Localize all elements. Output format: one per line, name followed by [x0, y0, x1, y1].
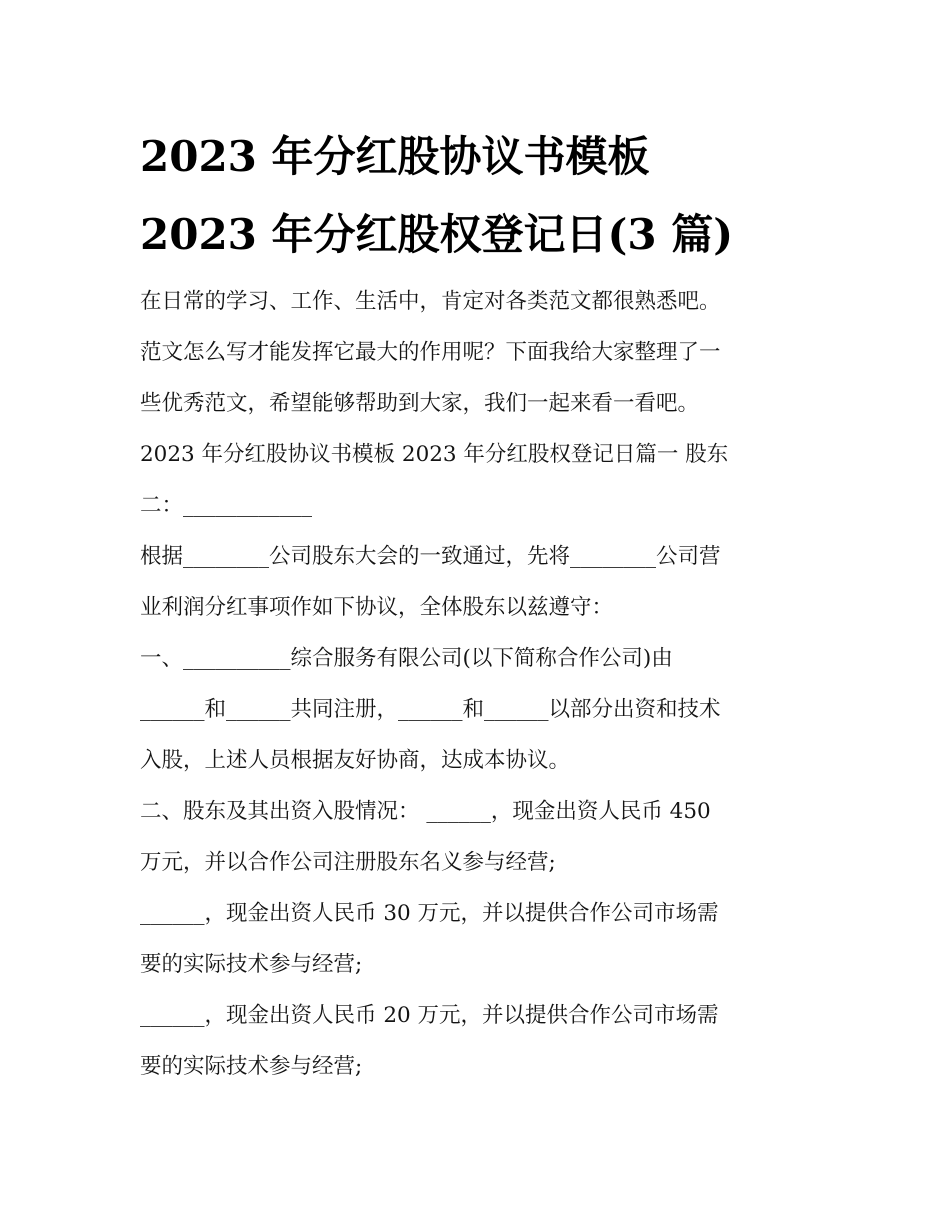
body-line: 范文怎么写才能发挥它最大的作用呢？下面我给大家整理了一: [140, 340, 721, 365]
body-line: ______和______共同注册，______和______以部分出资和技术: [140, 697, 721, 722]
body-line: ______，现金出资人民币 30 万元，并以提供合作公司市场需: [140, 901, 719, 926]
document-title: [140, 118, 840, 274]
document-body: [140, 276, 820, 1092]
body-line: ______，现金出资人民币 20 万元，并以提供合作公司市场需: [140, 1003, 719, 1028]
body-line: 根据________公司股东大会的一致通过，先将________公司营: [140, 544, 721, 569]
body-line: 二：____________: [140, 493, 313, 518]
body-line: 些优秀范文，希望能够帮助到大家，我们一起来看一看吧。: [140, 391, 700, 416]
title-line-2: 2023 年分红股权登记日(3 篇): [140, 210, 734, 259]
body-line: 入股，上述人员根据友好协商，达成本协议。: [140, 748, 571, 773]
body-line: 要的实际技术参与经营;: [140, 1054, 363, 1079]
body-line: 二、股东及其出资入股情况： ______，现金出资人民币 450: [140, 799, 711, 824]
body-line: 2023 年分红股协议书模板 2023 年分红股权登记日篇一 股东: [140, 442, 729, 467]
body-line: 在日常的学习、工作、生活中，肯定对各类范文都很熟悉吧。: [140, 289, 721, 314]
body-line: 万元，并以合作公司注册股东名义参与经营;: [140, 850, 556, 875]
body-line: 要的实际技术参与经营;: [140, 952, 363, 977]
title-line-1: 2023 年分红股协议书模板: [140, 132, 650, 181]
body-line: 一、__________综合服务有限公司(以下简称合作公司)由: [140, 646, 673, 671]
body-line: 业利润分红事项作如下协议，全体股东以兹遵守：: [140, 595, 614, 620]
